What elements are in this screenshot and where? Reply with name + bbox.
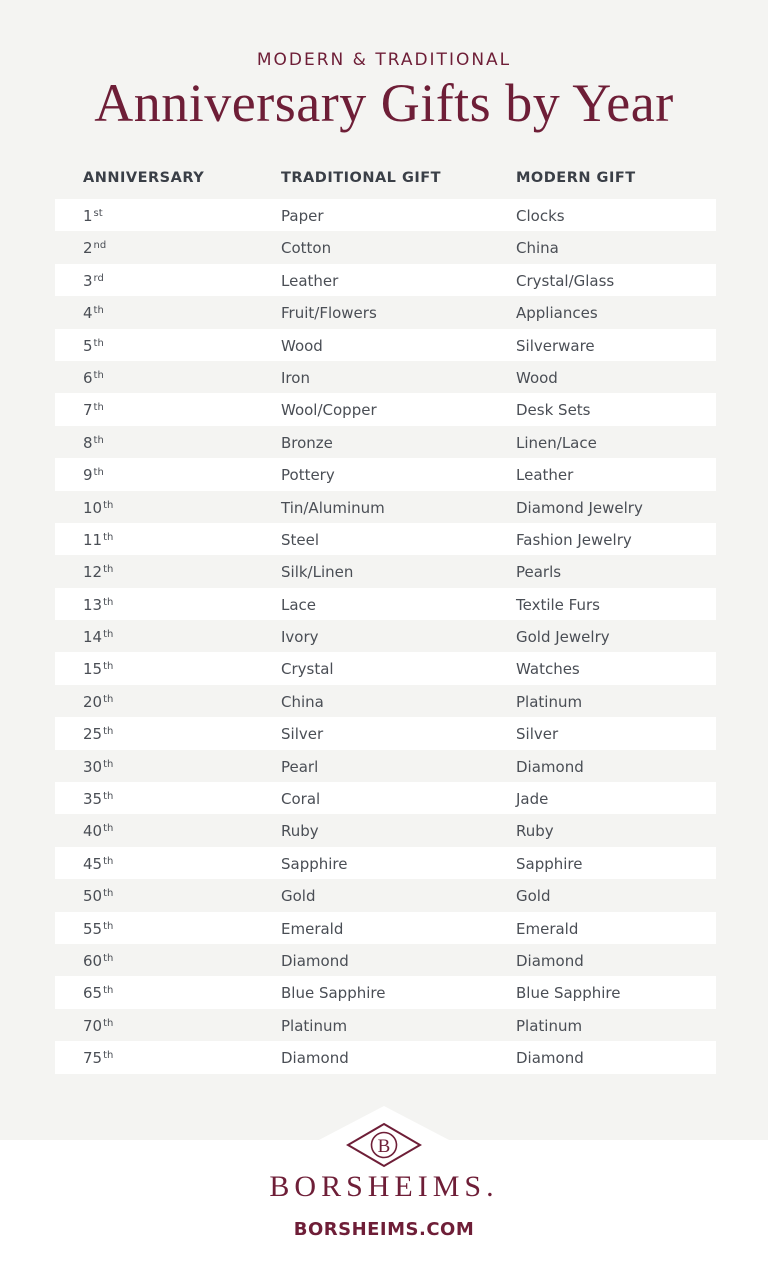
table-row (55, 426, 716, 458)
traditional-gift: Wood (281, 336, 323, 355)
year-number: 4 (83, 304, 93, 323)
table-row (55, 588, 716, 620)
anniversary-year (83, 822, 113, 840)
modern-gift: Leather (516, 466, 574, 485)
traditional-gift: Silk/Linen (281, 563, 354, 582)
table-row (55, 264, 716, 296)
year-suffix: rd (93, 272, 104, 284)
traditional-gift: Steel (281, 530, 320, 549)
modern-gift: Ruby (516, 822, 554, 841)
traditional-gift: Platinum (281, 1016, 348, 1035)
table-row (55, 814, 716, 846)
traditional-gift: Gold (281, 887, 316, 906)
anniversary-year (83, 596, 113, 614)
table-row (55, 750, 716, 782)
traditional-gift: Wool/Copper (281, 401, 377, 420)
table-row (55, 329, 716, 361)
anniversary-year (83, 272, 104, 290)
anniversary-year (83, 725, 113, 743)
anniversary-year (83, 984, 113, 1002)
traditional-gift: Pottery (281, 466, 335, 485)
year-number: 13 (83, 595, 103, 614)
year-suffix: th (103, 758, 114, 770)
table-row (55, 361, 716, 393)
anniversary-year (83, 239, 106, 257)
modern-gift: Silver (516, 725, 559, 744)
gift-table (55, 199, 716, 1074)
traditional-gift: Bronze (281, 433, 333, 452)
traditional-gift: Pearl (281, 757, 319, 776)
column-header-modern: MODERN GIFT (516, 170, 636, 186)
year-number: 45 (83, 854, 103, 873)
anniversary-year (83, 855, 113, 873)
modern-gift: Gold Jewelry (516, 628, 610, 647)
year-suffix: th (103, 920, 114, 932)
anniversary-year (83, 758, 113, 776)
anniversary-year (83, 1017, 113, 1035)
table-row (55, 491, 716, 523)
modern-gift: Textile Furs (516, 595, 600, 614)
year-number: 14 (83, 628, 103, 647)
table-row (55, 458, 716, 490)
year-number: 75 (83, 1049, 103, 1068)
anniversary-year (83, 563, 113, 581)
modern-gift: Diamond (516, 1049, 584, 1068)
modern-gift: Wood (516, 368, 558, 387)
table-row (55, 1041, 716, 1073)
traditional-gift: Paper (281, 207, 324, 225)
table-row (55, 847, 716, 879)
anniversary-year (83, 434, 104, 452)
year-number: 5 (83, 336, 93, 355)
year-suffix: th (103, 952, 114, 964)
anniversary-year (83, 1049, 113, 1067)
year-number: 10 (83, 498, 103, 517)
year-suffix: th (93, 369, 104, 381)
table-row (55, 912, 716, 944)
year-suffix: th (103, 726, 114, 738)
year-suffix: th (93, 434, 104, 446)
year-number: 9 (83, 466, 93, 485)
modern-gift: Sapphire (516, 854, 583, 873)
modern-gift: Diamond Jewelry (516, 498, 643, 517)
anniversary-year (83, 369, 104, 387)
modern-gift: Crystal/Glass (516, 271, 615, 290)
anniversary-year (83, 920, 113, 938)
column-header-traditional: TRADITIONAL GIFT (281, 170, 442, 186)
anniversary-year (83, 952, 113, 970)
year-number: 60 (83, 951, 103, 970)
table-row (55, 879, 716, 911)
year-suffix: th (103, 1017, 114, 1029)
traditional-gift: Ivory (281, 628, 319, 647)
year-suffix: th (93, 402, 104, 414)
traditional-gift: Fruit/Flowers (281, 304, 377, 323)
modern-gift: China (516, 239, 559, 258)
website-link[interactable]: BORSHEIMS.COM (293, 1219, 475, 1240)
year-suffix: th (103, 823, 114, 835)
year-suffix: th (103, 791, 114, 803)
year-suffix: th (103, 661, 114, 673)
table-row (55, 199, 716, 231)
modern-gift: Diamond (516, 757, 584, 776)
table-row (55, 1009, 716, 1041)
traditional-gift: China (281, 692, 324, 711)
column-header-anniversary: ANNIVERSARY (83, 170, 205, 186)
modern-gift: Linen/Lace (516, 433, 597, 452)
traditional-gift: Iron (281, 368, 310, 387)
traditional-gift: Sapphire (281, 854, 348, 873)
year-number: 12 (83, 563, 103, 582)
table-row (55, 555, 716, 587)
year-number: 55 (83, 919, 103, 938)
year-suffix: th (103, 596, 114, 608)
year-number: 25 (83, 725, 103, 744)
traditional-gift: Diamond (281, 951, 349, 970)
table-row (55, 652, 716, 684)
table-row (55, 231, 716, 263)
year-number: 70 (83, 1016, 103, 1035)
anniversary-year (83, 531, 113, 549)
traditional-gift: Cotton (281, 239, 332, 258)
page-title: Anniversary Gifts by Year (94, 73, 674, 133)
traditional-gift: Emerald (281, 919, 344, 938)
traditional-gift: Diamond (281, 1049, 349, 1068)
year-suffix: th (103, 564, 114, 576)
year-suffix: st (93, 208, 103, 219)
table-row (55, 944, 716, 976)
anniversary-year (83, 337, 104, 355)
year-suffix: th (93, 305, 104, 317)
table-row (55, 782, 716, 814)
page-subtitle: MODERN & TRADITIONAL (256, 50, 512, 70)
anniversary-year (83, 628, 113, 646)
year-number: 65 (83, 984, 103, 1003)
anniversary-year (83, 887, 113, 905)
year-suffix: th (93, 467, 104, 479)
year-number: 15 (83, 660, 103, 679)
table-row (55, 620, 716, 652)
traditional-gift: Blue Sapphire (281, 984, 386, 1003)
year-suffix: th (103, 855, 114, 867)
year-suffix: th (103, 499, 114, 511)
year-number: 6 (83, 368, 93, 387)
modern-gift: Desk Sets (516, 401, 591, 420)
anniversary-year (83, 304, 104, 322)
year-number: 35 (83, 790, 103, 809)
traditional-gift: Ruby (281, 822, 319, 841)
modern-gift: Pearls (516, 563, 562, 582)
year-number: 20 (83, 692, 103, 711)
year-number: 1 (83, 207, 93, 225)
table-row (55, 685, 716, 717)
year-number: 50 (83, 887, 103, 906)
traditional-gift: Tin/Aluminum (281, 498, 385, 517)
year-suffix: th (103, 985, 114, 997)
modern-gift: Appliances (516, 304, 598, 323)
modern-gift: Blue Sapphire (516, 984, 621, 1003)
modern-gift: Diamond (516, 951, 584, 970)
table-row (55, 523, 716, 555)
table-row (55, 393, 716, 425)
anniversary-year (83, 693, 113, 711)
anniversary-year (83, 660, 113, 678)
modern-gift: Fashion Jewelry (516, 530, 632, 549)
traditional-gift: Lace (281, 595, 317, 614)
anniversary-year (83, 466, 104, 484)
year-suffix: th (103, 888, 114, 900)
traditional-gift: Coral (281, 790, 321, 809)
modern-gift: Jade (516, 790, 549, 809)
year-number: 40 (83, 822, 103, 841)
year-suffix: th (103, 693, 114, 705)
table-row (55, 717, 716, 749)
year-suffix: th (103, 1050, 114, 1062)
anniversary-year (83, 499, 113, 517)
traditional-gift: Leather (281, 271, 339, 290)
anniversary-year (83, 207, 103, 225)
year-number: 3 (83, 271, 93, 290)
traditional-gift: Silver (281, 725, 324, 744)
year-number: 2 (83, 239, 93, 258)
modern-gift: Gold (516, 887, 551, 906)
year-number: 8 (83, 433, 93, 452)
year-suffix: th (93, 337, 104, 349)
year-number: 30 (83, 757, 103, 776)
modern-gift: Platinum (516, 1016, 583, 1035)
year-number: 11 (83, 530, 103, 549)
anniversary-year (83, 790, 113, 808)
modern-gift: Watches (516, 660, 580, 679)
table-row (55, 296, 716, 328)
anniversary-year (83, 401, 104, 419)
brand-name: BORSHEIMS. (269, 1170, 499, 1203)
modern-gift: Clocks (516, 207, 565, 225)
traditional-gift: Crystal (281, 660, 334, 679)
borsheims-logo-icon (346, 1122, 422, 1168)
year-suffix: th (103, 531, 114, 543)
modern-gift: Platinum (516, 692, 583, 711)
year-suffix: nd (93, 240, 107, 252)
year-number: 7 (83, 401, 93, 420)
table-row (55, 976, 716, 1008)
logo-letter: B (377, 1136, 391, 1157)
year-suffix: th (103, 629, 114, 641)
modern-gift: Silverware (516, 336, 595, 355)
modern-gift: Emerald (516, 919, 579, 938)
